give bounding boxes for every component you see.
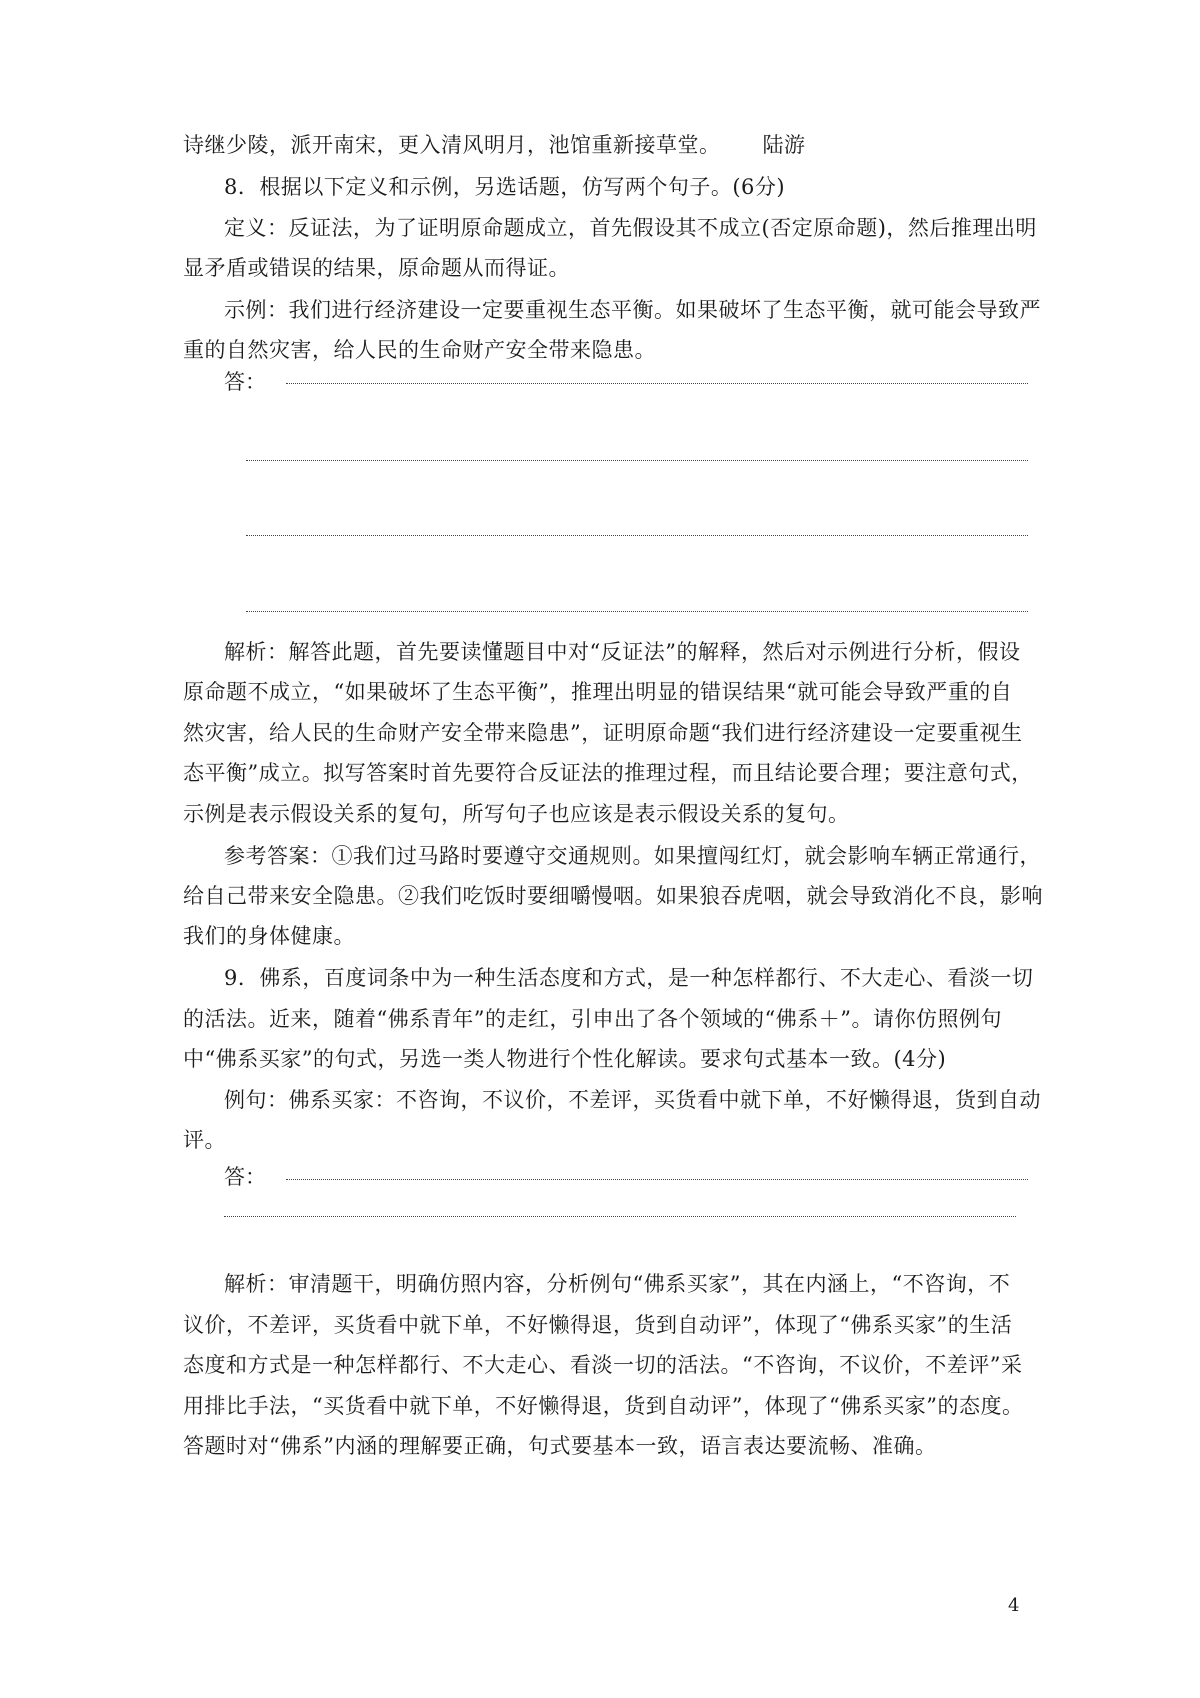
q8-analysis-line-4: 态平衡”成立。拟写答案时首先要符合反证法的推理过程，而且结论要合理；要注意句式， (183, 761, 1033, 785)
q8-example-line-2: 重的自然灾害，给人民的生命财产安全带来隐患。 (183, 338, 656, 362)
q8-reference-line-3: 我们的身体健康。 (183, 924, 355, 948)
q8-answer-line-4[interactable] (246, 611, 1028, 612)
poem-line (183, 130, 1043, 160)
q9-question-line-2: 的活法。近来，随着“佛系青年”的走红，引申出了各个领域的“佛系＋”。请你仿照例句 (183, 1007, 1002, 1031)
q9-analysis-line-3: 态度和方式是一种怎样都行、不大走心、看淡一切的活法。“不咨询，不议价，不差评”采 (183, 1353, 1023, 1377)
q8-analysis-line-2: 原命题不成立，“如果破坏了生态平衡”，推理出明显的错误结果“就可能会导致严重的自 (183, 680, 1013, 704)
q8-definition-line-1: 定义：反证法，为了证明原命题成立，首先假设其不成立(否定原命题)，然后推理出明 (224, 216, 1037, 240)
q8-reference-line-2: 给自己带来安全隐患。②我们吃饭时要细嚼慢咽。如果狼吞虎咽，就会导致消化不良，影响 (183, 884, 1043, 908)
q8-answer-label: 答： (224, 370, 266, 394)
page-number: 4 (1008, 1595, 1020, 1616)
q8-reference-line-1: 参考答案：①我们过马路时要遵守交通规则。如果擅闯红灯，就会影响车辆正常通行， (224, 844, 1041, 868)
q8-answer-line-3[interactable] (246, 535, 1028, 536)
q9-analysis-line-1: 解析：审清题干，明确仿照内容，分析例句“佛系买家”，其在内涵上，“不咨询，不 (224, 1272, 1011, 1296)
q9-example-line-1: 例句：佛系买家：不咨询，不议价，不差评，买货看中就下单，不好懒得退，货到自动 (224, 1088, 1041, 1112)
q9-answer-line-2[interactable] (224, 1216, 1016, 1217)
q9-example-line-2: 评。 (183, 1128, 226, 1152)
q8-answer-line-1[interactable] (286, 383, 1028, 384)
q8-answer-line-2[interactable] (246, 460, 1028, 461)
q8-analysis-line-3: 然灾害，给人民的生命财产安全带来隐患”，证明原命题“我们进行经济建设一定要重视生 (183, 721, 1023, 745)
q9-answer-line-1[interactable] (286, 1179, 1028, 1180)
q9-analysis-line-4: 用排比手法，“买货看中就下单，不好懒得退，货到自动评”，体现了“佛系买家”的态度。 (183, 1394, 1024, 1418)
q8-analysis-line-1: 解析：解答此题，首先要读懂题目中对“反证法”的解释，然后对示例进行分析，假设 (224, 640, 1021, 664)
poem-text: 诗继少陵，派开南宋，更入清风明月，池馆重新接草堂。 (183, 133, 721, 157)
q9-analysis-line-5: 答题时对“佛系”内涵的理解要正确，句式要基本一致，语言表达要流畅、准确。 (183, 1434, 937, 1458)
q8-analysis-line-5: 示例是表示假设关系的复句，所写句子也应该是表示假设关系的复句。 (183, 802, 850, 826)
q9-question-line-3: 中“佛系买家”的句式，另选一类人物进行个性化解读。要求句式基本一致。(4分) (183, 1047, 947, 1071)
q9-analysis-line-2: 议价，不差评，买货看中就下单，不好懒得退，货到自动评”，体现了“佛系买家”的生活 (183, 1313, 1013, 1337)
q8-definition-line-2: 显矛盾或错误的结果，原命题从而得证。 (183, 256, 570, 280)
q8-example-line-1: 示例：我们进行经济建设一定要重视生态平衡。如果破坏了生态平衡，就可能会导致严 (224, 298, 1041, 322)
q9-question-line-1: 9．佛系，百度词条中为一种生活态度和方式，是一种怎样都行、不大走心、看淡一切 (224, 966, 1034, 990)
q9-answer-label: 答： (224, 1165, 266, 1189)
poem-author: 陆游 (762, 133, 806, 157)
q8-question: 8．根据以下定义和示例，另选话题，仿写两个句子。(6分) (224, 175, 786, 199)
